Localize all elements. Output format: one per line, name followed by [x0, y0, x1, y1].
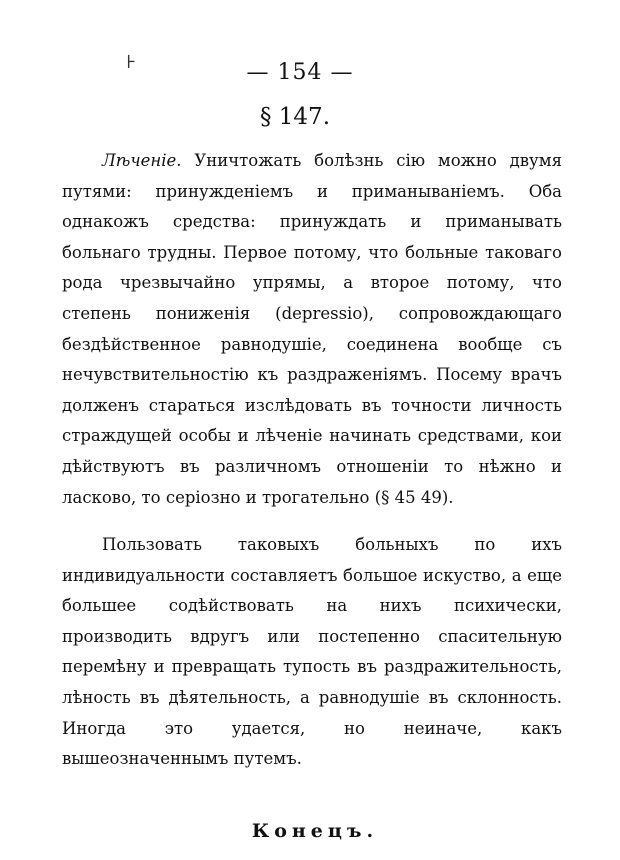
- lead-word: Лѣченіе.: [102, 151, 182, 170]
- paragraph-body: Уничтожать болѣзнь сію можно двумя путями: принужденіемъ и приманываніемъ. Оба однакожъ средства: принуждать и приманывать больнаго трудны. Первое потому, что больные таковаго рода чрезвычайно упрямы, а второе потому, что степень пониженія (depressio), сопровождающаго бездѣйственное равнодушіе, соединена вообще съ нечувствительностію къ раздраженіямъ. Посему врачъ долженъ стараться изслѣдовать въ точности личность страждущей особы и лѣченіе начинать средствами, кои дѣйствуютъ въ различномъ отношеніи то нѣжно и ласково, то серіозно и трогательно (§ 45 49).: [62, 151, 562, 507]
- margin-mark: ⊦: [126, 52, 137, 73]
- paragraph-text: [62, 146, 562, 513]
- page-number: — 154 —: [246, 60, 354, 85]
- paragraph-treatment: [62, 146, 562, 513]
- paragraph-individuality: [62, 530, 562, 775]
- paragraph-text: [62, 530, 562, 775]
- end-word: Конецъ.: [251, 820, 379, 842]
- section-title: § 147.: [259, 104, 331, 130]
- paragraph-body: Пользовать таковыхъ больныхъ по ихъ индивидуальности составляетъ большое искуство, а еще большее содѣйствовать на нихъ психически, производить вдругъ или постепенно спасительную перемѣну и превращать тупость въ раздражительность, лѣность въ дѣятельность, а равнодушіе въ склонность. Иногда это удается, но неиначе, какъ вышеозначеннымъ путемъ.: [62, 535, 562, 769]
